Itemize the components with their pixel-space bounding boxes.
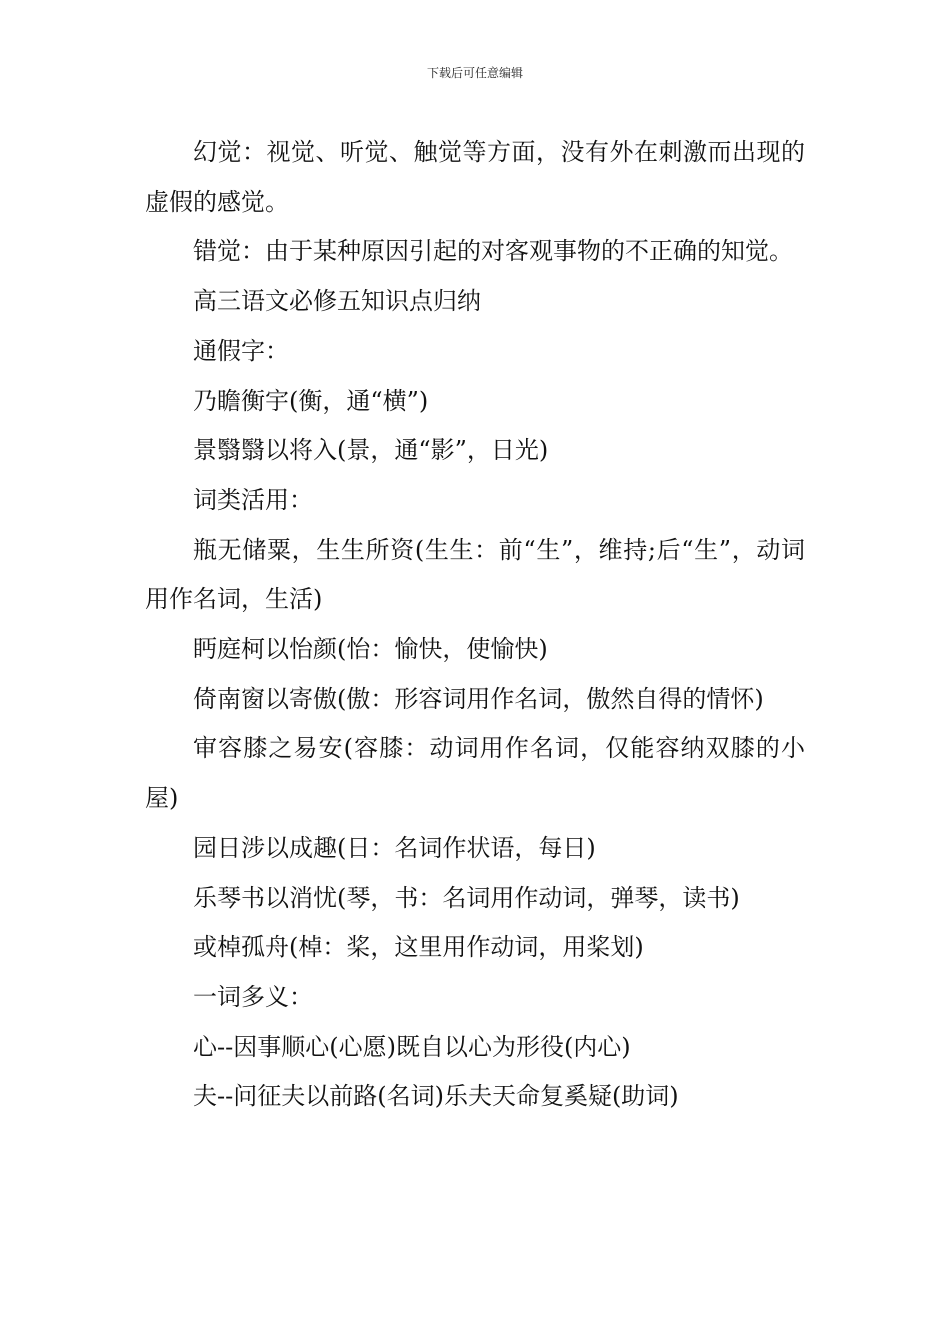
list-item: 园日涉以成趣(日：名词作状语，每日)	[193, 833, 596, 862]
page-header: 下载后可任意编辑	[426, 66, 523, 80]
list-item: 乐琴书以消忧(琴，书：名词用作动词，弹琴，读书)	[193, 883, 740, 912]
paragraph-hallucination: 幻觉：视觉、听觉、触觉等方面，没有外在刺激而出现的虚假的感觉。	[145, 138, 805, 216]
list-item: 审容膝之易安(容膝：动词用作名词，仅能容纳双膝的小屋)	[145, 734, 805, 813]
list-item: 倚南窗以寄傲(傲：形容词用作名词，傲然自得的情怀)	[193, 684, 764, 713]
section-title: 高三语文必修五知识点归纳	[193, 287, 481, 316]
subheading-tongjiazi: 通假字：	[193, 336, 289, 365]
list-item: 景翳翳以将入(景，通“影”，日光)	[193, 436, 549, 465]
subheading-yici-duoyi: 一词多义：	[193, 982, 313, 1011]
list-item: 或棹孤舟(棹：桨，这里用作动词，用桨划)	[193, 933, 644, 962]
list-item: 乃瞻衡宇(衡，通“横”)	[193, 386, 429, 415]
list-item: 眄庭柯以怡颜(怡：愉快，使愉快)	[193, 635, 548, 664]
paragraph-illusion: 错觉：由于某种原因引起的对客观事物的不正确的知觉。	[193, 237, 793, 266]
subheading-cilei-huoyong: 词类活用：	[193, 485, 313, 514]
list-item: 瓶无储粟，生生所资(生生：前“生”，维持;后“生”，动词用作名词，生活)	[145, 535, 805, 614]
list-item: 心--因事顺心(心愿)既自以心为形役(内心)	[193, 1032, 631, 1061]
document-body	[145, 128, 805, 1122]
list-item: 夫--问征夫以前路(名词)乐夫天命复奚疑(助词)	[193, 1082, 679, 1111]
